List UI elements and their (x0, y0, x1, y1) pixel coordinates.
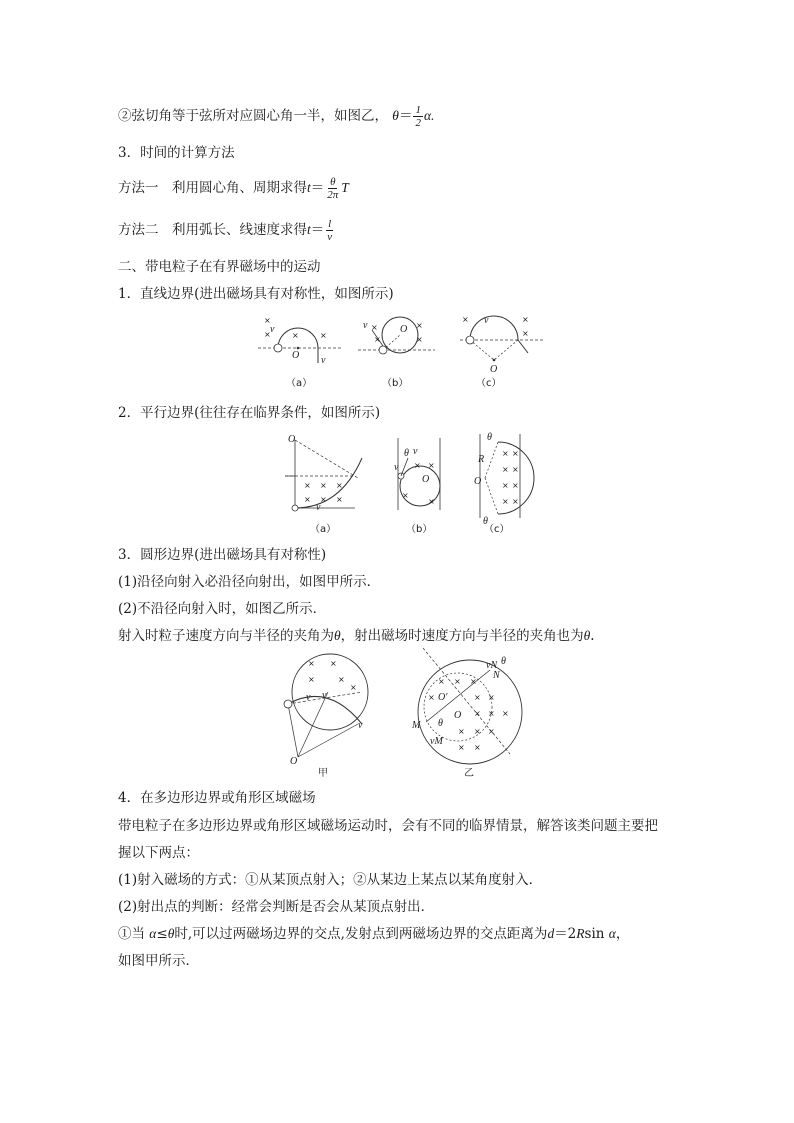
field-x-mark: × (428, 497, 435, 506)
alpha-var: α (608, 926, 616, 941)
field-x-mark: × (336, 481, 343, 490)
polygon-condition (118, 924, 629, 944)
cond-b: 时,可以过两磁场边界的交点,发射点到两磁场边界的交点距离为 (174, 926, 548, 942)
chord-angle-desc: ②弦切角等于弦所对应圆心角一半，如图乙， (118, 108, 388, 124)
field-x-mark: × (488, 693, 495, 702)
line-boundary-figure (250, 308, 550, 398)
theta-label: θ (483, 516, 488, 527)
field-x-mark: × (462, 315, 469, 324)
circle-boundary-heading: 3．圆形边界(进出磁场具有对称性) (118, 547, 327, 563)
theta-label: θ (487, 432, 492, 443)
field-x-mark: × (502, 709, 509, 718)
field-x-mark: × (292, 331, 299, 340)
vM-label: vM (430, 736, 443, 747)
velocity-label: v (358, 720, 363, 731)
frac-den: 2π (327, 189, 339, 201)
velocity-label: v (316, 502, 321, 513)
center-label: O (290, 756, 298, 767)
polygon-para-1: 带电粒子在多边形边界或角形区域磁场运动时，会有不同的临界情景，解答该类问题主要把 (118, 818, 658, 834)
time-method-heading: 3．时间的计算方法 (118, 145, 235, 161)
field-x-mark: × (458, 743, 465, 752)
field-x-mark: × (512, 481, 519, 490)
cond-a: ①当 (118, 926, 145, 942)
O1-label: O' (438, 692, 448, 703)
theta-var: θ (583, 628, 591, 643)
field-x-mark: × (502, 497, 509, 506)
le-sign: ≤ (156, 926, 168, 942)
t-var: t (307, 180, 311, 195)
caption-a: （a） (310, 524, 337, 535)
field-x-mark: × (474, 709, 481, 718)
theta-label: θ (404, 448, 409, 459)
center-label: O (292, 350, 300, 361)
field-x-mark: × (371, 323, 378, 332)
theta-label: θ (438, 718, 443, 729)
circle-fig-yi (411, 648, 522, 779)
equals-sign: ＝ (398, 108, 413, 124)
field-x-mark: × (264, 316, 271, 325)
line-fig-b (358, 317, 435, 389)
center-label: O (288, 434, 296, 445)
caption-b: （b） (382, 378, 409, 389)
caption-c: （c） (484, 524, 510, 535)
polygon-para-2: 握以下两点： (118, 845, 199, 861)
field-x-mark: × (338, 675, 345, 684)
field-x-mark: × (330, 659, 337, 668)
t-var: t (307, 222, 311, 237)
field-x-mark: × (428, 693, 435, 702)
field-x-mark: × (454, 677, 461, 686)
field-x-mark: × (488, 709, 495, 718)
angle-text-c: . (590, 628, 595, 644)
field-x-mark: × (502, 465, 509, 474)
period-fraction (325, 176, 340, 201)
angle-text-b: ，射出磁场时速度方向与半径的夹角也为 (340, 628, 584, 644)
frac-den: v (327, 231, 333, 243)
field-x-mark: × (474, 727, 481, 736)
chord-angle-text (118, 104, 434, 129)
arc-fraction (325, 218, 334, 243)
M-label: M (412, 720, 421, 731)
theta-var: θ (334, 628, 341, 643)
polygon-exit: (2)射出点的判断：经常会判断是否会从某顶点射出． (118, 899, 435, 915)
caption-yi: 乙 (464, 768, 474, 779)
center-label: O (474, 476, 482, 487)
polygon-figure-ref: 如图甲所示． (118, 953, 199, 969)
caption-b: （b） (406, 524, 433, 535)
radius-label: R (478, 454, 485, 465)
frac-den: 2 (415, 117, 421, 129)
parallel-fig-a (285, 434, 362, 535)
N-label: N (493, 670, 500, 681)
velocity-label: v (321, 355, 326, 366)
equals-sign: ＝ (310, 180, 325, 196)
field-x-mark: × (320, 331, 327, 340)
circle-nonradial-case: (2)不沿径向射入时，如图乙所示． (118, 601, 327, 617)
circle-boundary-figure (278, 652, 528, 782)
field-x-mark: × (304, 481, 311, 490)
frac-num: l (328, 218, 332, 230)
field-x-mark: × (428, 461, 435, 470)
field-x-mark: × (502, 481, 509, 490)
section-two-heading: 二、带电粒子在有界磁场中的运动 (118, 259, 321, 275)
field-x-mark: × (374, 335, 381, 344)
line-boundary-heading: 1．直线边界(进出磁场具有对称性，如图所示) (118, 286, 394, 302)
field-x-mark: × (474, 693, 481, 702)
frac-num: θ (330, 176, 336, 188)
field-x-mark: × (264, 330, 271, 339)
velocity-label: v (413, 446, 418, 457)
field-x-mark: × (304, 495, 311, 504)
field-x-mark: × (502, 449, 509, 458)
d-var: d (547, 926, 555, 941)
circle-fig-jia (284, 654, 368, 779)
parallel-boundary-heading: 2．平行边界(往往存在临界条件，如图所示) (118, 405, 381, 421)
caption-a: （a） (286, 378, 313, 389)
method-two (118, 218, 335, 243)
center-label: O (490, 364, 498, 375)
vN-label: vN (486, 660, 498, 671)
field-x-mark: × (320, 495, 327, 504)
method-one-text: 方法一 利用圆心角、周期求得 (118, 180, 307, 196)
field-x-mark: × (416, 321, 423, 330)
field-x-mark: × (512, 449, 519, 458)
theta-label: θ (501, 656, 506, 667)
velocity-label: v (484, 315, 489, 326)
caption-c: （c） (476, 378, 502, 389)
method-two-text: 方法二 利用弧长、线速度求得 (118, 222, 307, 238)
polygon-entry: (1)射入磁场的方式：①从某顶点射入；②从某边上某点以某角度射入． (118, 872, 543, 888)
velocity-label: v (270, 324, 275, 335)
field-x-mark: × (522, 329, 529, 338)
T-var: T (341, 180, 349, 195)
field-x-mark: × (308, 675, 315, 684)
field-x-mark: × (414, 461, 421, 470)
alpha-tail: α. (423, 108, 435, 123)
center-label: O (400, 324, 408, 335)
field-x-mark: × (402, 491, 409, 500)
R-var: R (576, 926, 585, 941)
frac-num: 1 (415, 104, 421, 116)
alpha-var: α (149, 926, 157, 941)
field-x-mark: × (474, 743, 481, 752)
circle-angle-text (118, 626, 595, 646)
field-x-mark: × (320, 481, 327, 490)
parallel-fig-c (474, 432, 534, 535)
velocity-label: v (322, 690, 327, 701)
field-x-mark: × (488, 727, 495, 736)
center-label: O (422, 474, 430, 485)
caption-jia: 甲 (318, 768, 328, 779)
line-fig-a (258, 316, 342, 389)
field-x-mark: × (350, 683, 357, 692)
parallel-fig-b (394, 438, 440, 535)
field-x-mark: × (416, 335, 423, 344)
velocity-label: v (306, 692, 311, 703)
field-x-mark: × (470, 677, 477, 686)
field-x-mark: × (512, 497, 519, 506)
field-x-mark: × (522, 315, 529, 324)
velocity-label: v (394, 462, 399, 473)
equals-sign: ＝ (310, 222, 325, 238)
eq-two: ＝2 (554, 926, 577, 942)
circle-radial-case: (1)沿径向射入必沿径向射出，如图甲所示． (118, 574, 381, 590)
field-x-mark: × (512, 465, 519, 474)
parallel-boundary-figure (280, 428, 530, 540)
angle-text-a: 射入时粒子速度方向与半径的夹角为 (118, 628, 334, 644)
field-x-mark: × (308, 659, 315, 668)
field-x-mark: × (458, 727, 465, 736)
field-x-mark: × (336, 495, 343, 504)
theta-var: θ (392, 108, 399, 123)
cond-c: ， (615, 926, 630, 942)
line-fig-c (460, 315, 545, 389)
half-fraction (413, 104, 423, 129)
center-label: O (454, 710, 462, 721)
method-one (118, 176, 349, 201)
theta-var: θ (167, 926, 175, 941)
polygon-heading: 4．在多边形边界或角形区域磁场 (118, 790, 316, 806)
velocity-label: v (363, 320, 368, 331)
sin-fn: sin (584, 926, 605, 942)
field-x-mark: × (438, 677, 445, 686)
